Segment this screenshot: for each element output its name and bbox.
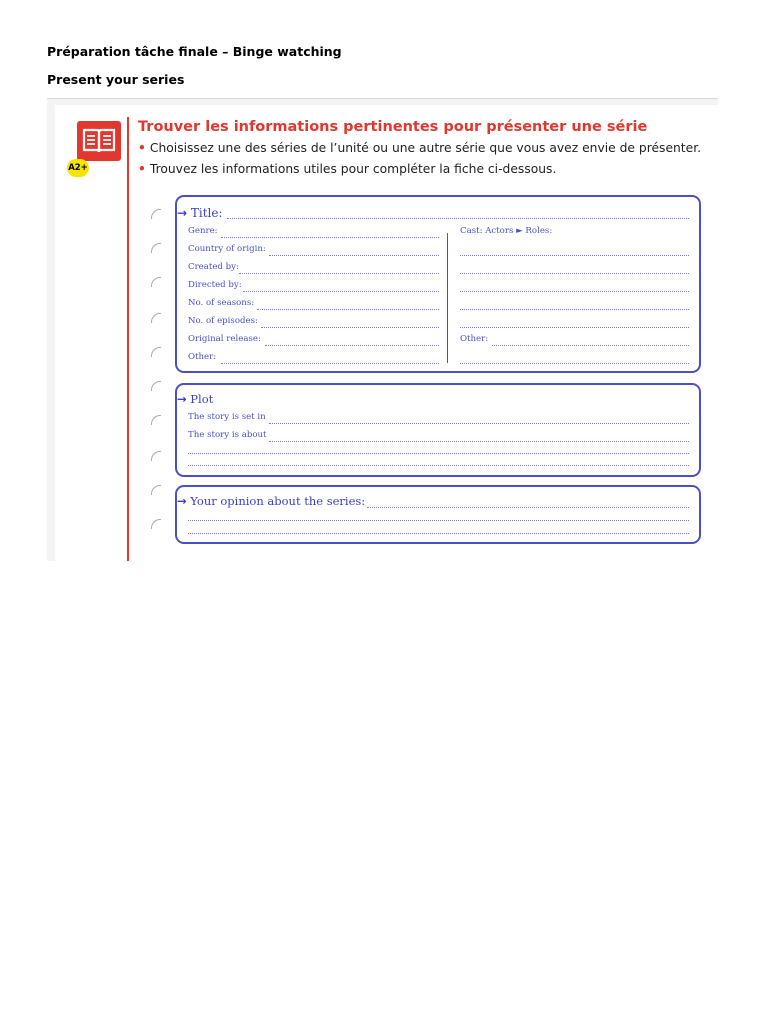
binder-hole xyxy=(151,381,161,391)
opinion-heading: → Your opinion about the series: xyxy=(177,494,366,508)
worksheet-page xyxy=(55,105,718,561)
instruction-1: • Choisissez une des séries de l’unité ou une autre série que vous avez envie de présenter. xyxy=(138,141,702,155)
field-episodes: No. of episodes: xyxy=(188,316,258,326)
margin-line xyxy=(127,117,129,561)
field-country: Country of origin: xyxy=(188,244,266,254)
opinion-section xyxy=(175,485,701,544)
binder-hole xyxy=(151,347,161,357)
field-other-right: Other: xyxy=(460,334,489,344)
field-genre: Genre: xyxy=(188,226,218,236)
field-release: Original release: xyxy=(188,334,261,344)
binder-hole xyxy=(151,277,161,287)
plot-section xyxy=(175,383,701,477)
activity-title: Trouver les informations pertinentes pour présenter une série xyxy=(138,119,648,135)
instruction-2: • Trouvez les informations utiles pour compléter la fiche ci-dessous. xyxy=(138,162,557,176)
binder-hole xyxy=(151,313,161,323)
title-heading: → Title: xyxy=(177,206,223,220)
binder-hole xyxy=(151,519,161,529)
field-seasons: No. of seasons: xyxy=(188,298,255,308)
field-other-left: Other: xyxy=(188,352,217,362)
book-icon xyxy=(77,121,121,161)
scanned-worksheet xyxy=(47,98,718,561)
binder-hole xyxy=(151,415,161,425)
field-story: The story is about xyxy=(188,430,267,440)
level-badge: A2+ xyxy=(67,159,89,177)
field-setting: The story is set in xyxy=(188,412,266,422)
field-created-by: Created by: xyxy=(188,262,239,272)
binder-hole xyxy=(151,451,161,461)
document-title: Préparation tâche finale – Binge watching xyxy=(47,44,342,59)
field-directed-by: Directed by: xyxy=(188,280,242,290)
cast-label: Cast: Actors ► Roles: xyxy=(460,226,553,236)
document-subtitle: Present your series xyxy=(47,72,185,87)
title-section xyxy=(175,195,701,373)
binder-hole xyxy=(151,209,161,219)
binder-hole xyxy=(151,243,161,253)
plot-heading: → Plot xyxy=(177,392,214,406)
binder-hole xyxy=(151,485,161,495)
column-divider xyxy=(447,233,448,363)
